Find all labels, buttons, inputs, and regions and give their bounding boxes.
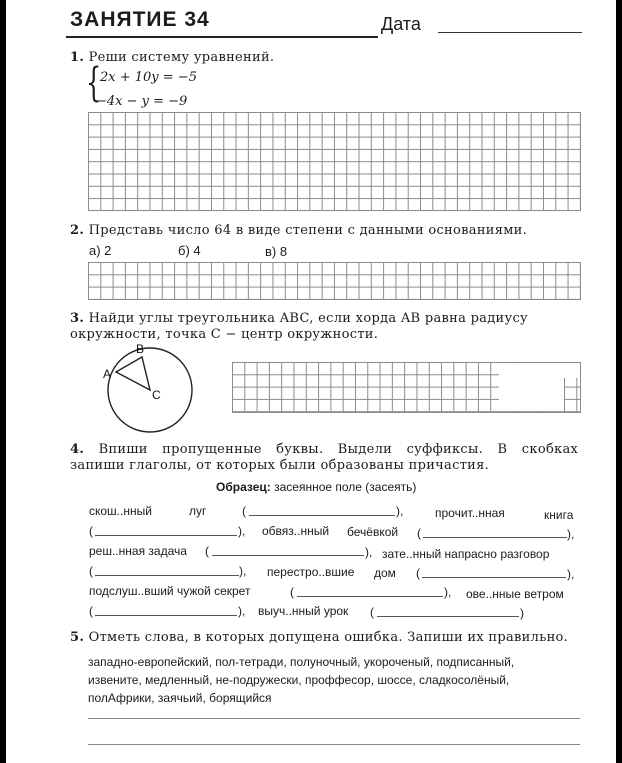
word-oveyannye: ове..нные ветром: [466, 587, 564, 601]
bracket-close-5: ),: [239, 564, 247, 578]
word-obvyaz: обвяз..нный: [262, 524, 330, 538]
bracket-close-7: ),: [444, 585, 452, 599]
word-skosh: скош..нный: [89, 504, 152, 518]
task2-answer-grid[interactable]: [88, 262, 581, 300]
bracket-close-2: ),: [238, 524, 246, 538]
task5-words-line1: западно-европейский, пол-тетради, полуночный, укороченый, подписанный,: [88, 655, 515, 669]
task2-heading: [70, 223, 527, 238]
writing-line-1[interactable]: [88, 718, 580, 719]
writing-line-2[interactable]: [88, 744, 580, 745]
answer-line-8[interactable]: [95, 615, 237, 616]
word-podslush: подслуш..вший чужой секрет: [89, 584, 251, 598]
task5-text: Отметь слова, в которых допущена ошибка. Запиши их правильно.: [88, 630, 569, 645]
bracket-close-8: ),: [238, 604, 246, 618]
answer-line-2[interactable]: [95, 535, 237, 536]
task4-row-1: [89, 504, 152, 518]
label-c: C: [152, 388, 161, 402]
task1-answer-grid[interactable]: [88, 112, 581, 211]
bracket-close-6: ),: [567, 567, 575, 581]
answer-line-4[interactable]: [212, 555, 364, 556]
equation-1: 2x + 10y = −5: [100, 70, 197, 85]
label-a: A: [103, 367, 112, 381]
answer-line-5[interactable]: [95, 575, 239, 576]
word-bechevkoy: бечёвкой: [347, 525, 399, 539]
task4-text-line1: Впиши пропущенные буквы. Выдели суффиксы. В скобках: [98, 442, 579, 457]
task3-number: 3.: [70, 311, 85, 326]
bracket-close-4: ),: [365, 545, 373, 559]
word-zateyannyy: зате..нный напрасно разговор: [382, 547, 550, 561]
bracket-open-3: (: [417, 526, 421, 540]
equation-2: −4x − y = −9: [96, 94, 188, 109]
task5-heading: [70, 630, 568, 645]
left-border: [0, 0, 6, 763]
bracket-close-1: ),: [396, 504, 404, 518]
bracket-open-9: (: [370, 605, 374, 619]
task5-words-line2: извените, медленный, не-подружески, проффесор, шоссе, сладкосолёный,: [88, 673, 510, 687]
task3-text-line1: Найди углы треугольника ABC, если хорда AB равна радиусу: [88, 311, 528, 326]
diagram-triangle: [116, 357, 150, 390]
bracket-open-2: (: [89, 524, 93, 538]
task3-heading-line1: [70, 311, 528, 326]
bracket-close-9: ): [520, 606, 524, 620]
task2-number: 2.: [70, 223, 85, 238]
bracket-open-6: (: [416, 566, 420, 580]
grid-erased-patch: [499, 363, 580, 378]
example-label: Образец:: [216, 480, 271, 494]
date-line[interactable]: [438, 32, 582, 33]
answer-line-1[interactable]: [249, 515, 395, 516]
date-label: Дата: [381, 14, 421, 34]
right-border: [616, 0, 622, 763]
grid-erased-patch-2: [499, 378, 564, 411]
bracket-open-4: (: [205, 544, 209, 558]
bracket-open-7: (: [290, 585, 294, 599]
word-perestro: перестро..вшие: [267, 565, 355, 579]
task2-option-a: а) 2: [89, 243, 112, 258]
answer-line-7[interactable]: [297, 596, 443, 597]
word-prochit: прочит..нная: [435, 506, 505, 520]
task4-number: 4.: [70, 442, 85, 457]
bracket-open-8: (: [89, 604, 93, 618]
task4-heading-line1: [70, 442, 578, 457]
task1-text: Реши систему уравнений.: [88, 50, 275, 65]
title-underline: [66, 36, 378, 38]
word-lug: луг: [189, 504, 207, 518]
answer-line-6[interactable]: [422, 577, 566, 578]
page-title: ЗАНЯТИЕ 34: [70, 8, 210, 31]
circle-diagram: [96, 340, 206, 435]
task4-example: [216, 480, 416, 494]
task3-text-line2: окружности, точка C − центр окружности.: [70, 327, 379, 342]
task1-number: 1.: [70, 50, 85, 65]
task5-words-line3: полАфрики, заячьий, борящийся: [88, 691, 272, 705]
task2-text: Представь число 64 в виде степени с данными основаниями.: [88, 223, 528, 238]
word-kniga: книга: [544, 508, 574, 522]
bracket-open-5: (: [89, 564, 93, 578]
answer-line-9[interactable]: [377, 616, 519, 617]
bracket-close-3: ),: [567, 527, 575, 541]
example-text: засеянное поле (засеять): [274, 480, 417, 494]
task2-option-c: в) 8: [265, 244, 288, 259]
system-brace: {: [86, 60, 102, 106]
bracket-open-1: (: [242, 504, 246, 518]
task2-option-b: б) 4: [178, 243, 201, 258]
task4-text-line2: запиши глаголы, от которых были образованы причастия.: [70, 458, 490, 473]
word-dom: дом: [374, 566, 396, 580]
label-b: B: [136, 342, 145, 356]
word-reshennaya: реш..нная задача: [89, 544, 187, 558]
task5-number: 5.: [70, 630, 85, 645]
word-vyuchennyy: выуч..нный урок: [258, 604, 349, 618]
answer-line-3[interactable]: [423, 537, 567, 538]
